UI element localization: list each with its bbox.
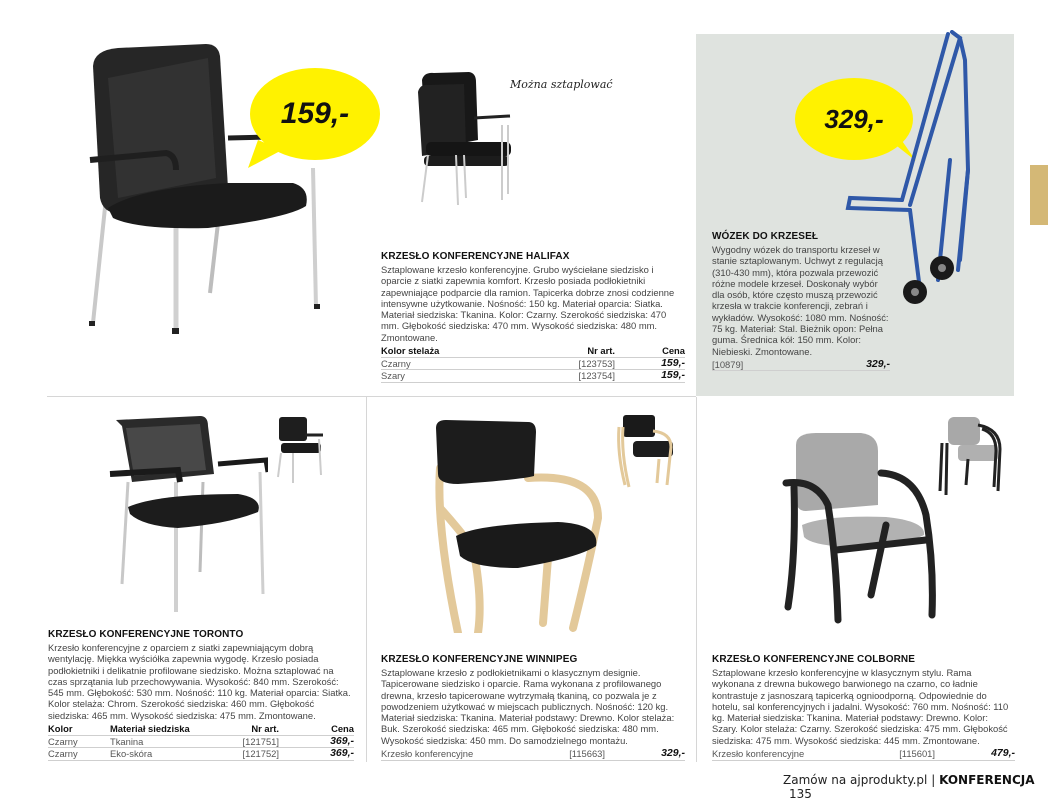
halifax-title: KRZESŁO KONFERENCYJNE HALIFAX: [381, 251, 570, 262]
halifax-stack-image: [414, 70, 514, 210]
page-number: 135: [789, 787, 812, 801]
toronto-price-table: [48, 723, 354, 761]
cell-art-no: [115601]: [873, 748, 935, 760]
vertical-divider-2: [696, 397, 697, 762]
halifax-description: Sztaplowane krzesło konferencyjne. Grubo wyściełane siedzisko i oparcie z siatki zapewnia komfort. Krzesło posiada podłokietniki zapewniające podparcie dla ramion. Tapicerka dobrze znosi codzienne intensywne użytkowanie. Nośność: 150 kg. Materiał oparcia: Siatka. Materiał siedziska: Tkanina. Kolor: Czarny. Szerokość siedziska: 470 mm. Głębokość siedziska: 470 mm. Wysokość siedziska: 480 mm. Zmontowane.: [381, 264, 675, 343]
toronto-chair-image: [108, 412, 268, 612]
header-art-no: Nr art.: [525, 345, 615, 357]
toronto-title: KRZESŁO KONFERENCYJNE TORONTO: [48, 629, 244, 640]
cell-art-no: [123753]: [525, 357, 615, 370]
trolley-title: WÓZEK DO KRZESEŁ: [712, 231, 819, 242]
vertical-divider-1: [366, 397, 367, 762]
header-art-no: Nr art.: [226, 723, 279, 735]
cell-art-no: [123754]: [525, 370, 615, 383]
cell-art-no: [10879]: [712, 359, 813, 371]
header-price: Cena: [615, 345, 685, 357]
header-price: Cena: [279, 723, 354, 735]
footer-separator: |: [931, 773, 936, 787]
cell-name: Krzesło konferencyjne: [712, 748, 873, 760]
cell-price: 369,-: [279, 748, 354, 761]
table-row: [48, 735, 354, 748]
winnipeg-title: KRZESŁO KONFERENCYJNE WINNIPEG: [381, 654, 578, 665]
trolley-description: Wygodny wózek do transportu krzeseł w stanie sztaplowanym. Uchwyt z regulacją (310-430 mm), która pozwala przewozić różne modele krzeseł. Doskonały wybór dla osób, które często muszą przewozić krzesła w trakcie konferencji, zebrań i wykładów. Wysokość: 1080 mm. Nośność: 75 kg. Materiał: Stal. Bieżnik opon: Pełna guma. Średnica kół: 150 mm. Kolor: Niebieski. Zmontowane.: [712, 244, 889, 357]
horizontal-divider: [47, 396, 696, 397]
halifax-info: [381, 251, 685, 383]
table-header-row: [381, 345, 685, 357]
cell-color: Czarny: [48, 735, 110, 748]
cell-price: 369,-: [279, 735, 354, 748]
toronto-description: Krzesło konferencyjne z oparciem z siatki zapewniającym dobrą wentylację. Miękka wyściółka zapewnia wygodę. Krzesło posiada podłokietniki i delikatnie profilowane siedzisko. Można sztaplować na czas sprzątania lub przechowywania. Wysokość: 840 mm. Szerokość: 545 mm. Głębokość: 530 mm. Nośność: 110 kg. Materiał oparcia: Siatka. Kolor stelaża: Chrom. Szerokość siedziska: 460 mm. Głębokość siedziska: 465 mm. Wysokość siedziska: 475 mm. Zmontowane.: [48, 642, 351, 721]
winnipeg-description: Sztaplowane krzesło z podłokietnikami o klasycznym designie. Tapicerowane siedzisko i oparcie. Rama wykonana z profilowanego drewna, krzesło tapicerowane wytrzymałą tkaniną, co pozwala je z powodzeniem użytkować w miejscach publicznych. Nośność: 120 kg. Materiał siedziska: Tkanina. Materiał podstawy: Drewno. Kolor stelaża: Buk. Szerokość siedziska: 465 mm. Głębokość siedziska: 480 mm. Wysokość siedziska: 450 mm. Do samodzielnego montażu.: [381, 667, 675, 746]
table-row: [381, 748, 685, 760]
halifax-bubble-price: 159,-: [280, 97, 350, 130]
order-link-text[interactable]: Zamów na ajprodukty.pl: [783, 773, 928, 787]
table-row: [712, 359, 890, 371]
section-name: KONFERENCJA: [939, 773, 1035, 787]
cell-art-no: [121752]: [226, 748, 279, 761]
stackable-note: Można sztaplować: [510, 78, 613, 91]
colborne-price-table: [712, 748, 1015, 761]
cell-price: 479,-: [935, 748, 1015, 760]
colborne-title: KRZESŁO KONFERENCYJNE COLBORNE: [712, 654, 916, 665]
table-row: [712, 748, 1015, 760]
winnipeg-stack-image: [615, 413, 675, 491]
cell-art-no: [121751]: [226, 735, 279, 748]
winnipeg-price-table: [381, 748, 685, 761]
colborne-stack-image: [938, 415, 1004, 497]
colborne-description: Sztaplowane krzesło konferencyjne w klasycznym stylu. Rama wykonana z drewna bukowego barwionego na czarno, co ładnie kontrastuje z jasnoszarą tapicerką ognioodporną. Odpowiednie do hotelu, sal konferencyjnych i jadalni. Wysokość: 760 mm. Nośność: 110 kg. Materiał siedziska: Tkanina. Materiał podstawy: Drewno. Kolor: Szary. Kolor stelaża: Czarny. Szerokość siedziska: 475 mm. Głębokość siedziska: 475 mm. Wysokość siedziska: 445 mm. Zmontowane.: [712, 667, 1009, 746]
cell-price: 159,-: [615, 357, 685, 370]
header-frame-color: Kolor stelaża: [381, 345, 525, 357]
trolley-bubble-price: 329,-: [824, 103, 884, 134]
halifax-bubble-tail: [248, 140, 288, 170]
halifax-price-table: [381, 345, 685, 383]
section-tab-marker: [1030, 165, 1048, 225]
table-row: [48, 748, 354, 761]
cell-color: Czarny: [381, 357, 525, 370]
cell-price: 159,-: [615, 370, 685, 383]
colborne-chair-image: [766, 425, 936, 625]
table-row: [381, 357, 685, 370]
header-seat-material: Materiał siedziska: [110, 723, 226, 735]
trolley-price-table: [712, 359, 890, 372]
cell-material: Eko-skóra: [110, 748, 226, 761]
page-footer: [783, 773, 1048, 801]
table-header-row: [48, 723, 354, 735]
header-color: Kolor: [48, 723, 110, 735]
trolley-info: [712, 231, 890, 371]
cell-material: Tkanina: [110, 735, 226, 748]
cell-color: Szary: [381, 370, 525, 383]
cell-color: Czarny: [48, 748, 110, 761]
cell-price: 329,-: [605, 748, 685, 760]
cell-art-no: [115663]: [542, 748, 605, 760]
winnipeg-info: [381, 654, 685, 761]
table-row: [381, 370, 685, 383]
toronto-stack-image: [275, 415, 325, 483]
cell-price: 329,-: [813, 359, 890, 371]
colborne-info: [712, 654, 1015, 761]
cell-name: Krzesło konferencyjne: [381, 748, 542, 760]
winnipeg-chair-image: [428, 418, 608, 633]
toronto-info: [48, 629, 354, 761]
